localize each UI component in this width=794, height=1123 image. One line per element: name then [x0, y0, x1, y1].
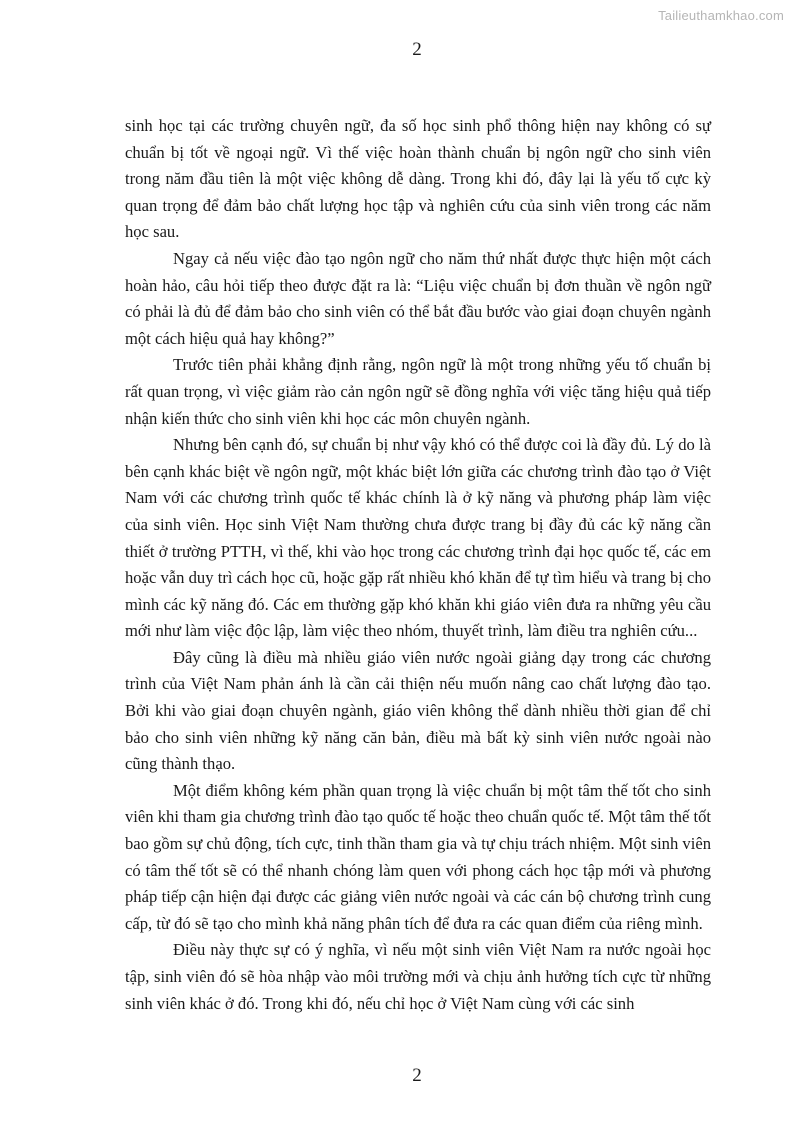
paragraph: Nhưng bên cạnh đó, sự chuẩn bị như vậy khó có thể được coi là đầy đủ. Lý do là bên cạnh khác biệt về ngôn ngữ, một khác biệt lớn giữa các chương trình đào tạo ở Việt Nam với các chương trình quốc tế khác chính là ở kỹ năng và phương pháp làm việc của sinh viên. Học sinh Việt Nam thường chưa được trang bị đầy đủ các kỹ năng cần thiết ở trường PTTH, vì thế, khi vào học trong các chương trình đại học quốc tế, các em hoặc vẫn duy trì cách học cũ, hoặc gặp rất nhiều khó khăn để tự tìm hiểu và trang bị cho mình các kỹ năng đó. Các em thường gặp khó khăn khi giáo viên đưa ra những yêu cầu mới như làm việc độc lập, làm việc theo nhóm, thuyết trình, làm điều tra nghiên cứu... — [125, 435, 711, 641]
paragraph-continuation: sinh học tại các trường chuyên ngữ, đa số học sinh phổ thông hiện nay không có sự chuẩn bị tốt về ngoại ngữ. Vì thế việc hoàn thành chuẩn bị ngôn ngữ cho sinh viên trong năm đầu tiên là một việc không dễ dàng. Trong khi đó, đây lại là yếu tố cực kỳ quan trọng để đảm bảo chất lượng học tập và nghiên cứu của sinh viên trong các năm học sau. — [125, 116, 711, 242]
paragraph: Ngay cả nếu việc đào tạo ngôn ngữ cho năm thứ nhất được thực hiện một cách hoàn hảo, câu hỏi tiếp theo được đặt ra là: “Liệu việc chuẩn bị đơn thuần về ngôn ngữ có phải là đủ để đảm bảo cho sinh viên có thể bắt đầu bước vào giai đoạn chuyên ngành một cách hiệu quả hay không?” — [125, 248, 711, 348]
document-body — [125, 113, 711, 1017]
page-number-bottom: 2 — [412, 1065, 422, 1086]
watermark-text: Tailieuthamkhao.com — [658, 8, 784, 23]
paragraph: Một điểm không kém phần quan trọng là việc chuẩn bị một tâm thế tốt cho sinh viên khi tham gia chương trình đào tạo quốc tế hoặc theo chuẩn quốc tế. Một tâm thế tốt bao gồm sự chủ động, tích cực, tinh thần tham gia và tự chịu trách nhiệm. Một sinh viên có tâm thế tốt sẽ có thể nhanh chóng làm quen với phong cách học tập mới và phương pháp tiếp cận hiện đại được các giảng viên nước ngoài và các cán bộ chương trình cung cấp, từ đó sẽ tạo cho mình khả năng phân tích để đưa ra các quan điểm của riêng mình. — [125, 780, 711, 933]
paragraph: Điều này thực sự có ý nghĩa, vì nếu một sinh viên Việt Nam ra nước ngoài học tập, sinh viên đó sẽ hòa nhập vào môi trường mới và chịu ảnh hưởng tích cực từ những sinh viên khác ở đó. Trong khi đó, nếu chỉ học ở Việt Nam cùng với các sinh — [125, 940, 711, 1013]
page-number-top: 2 — [412, 39, 422, 60]
paragraph: Đây cũng là điều mà nhiều giáo viên nước ngoài giảng dạy trong các chương trình của Việt Nam phản ánh là cần cải thiện nếu muốn nâng cao chất lượng đào tạo. Bởi khi vào giai đoạn chuyên ngành, giáo viên không thể dành nhiều thời gian để chỉ bảo cho sinh viên những kỹ năng căn bản, điều mà bất kỳ sinh viên nước ngoài nào cũng thành thạo. — [125, 647, 711, 774]
paragraph: Trước tiên phải khẳng định rằng, ngôn ngữ là một trong những yếu tố chuẩn bị rất quan trọng, vì việc giảm rào cản ngôn ngữ sẽ đồng nghĩa với việc tăng hiệu quả tiếp nhận kiến thức cho sinh viên khi học các môn chuyên ngành. — [125, 355, 711, 428]
